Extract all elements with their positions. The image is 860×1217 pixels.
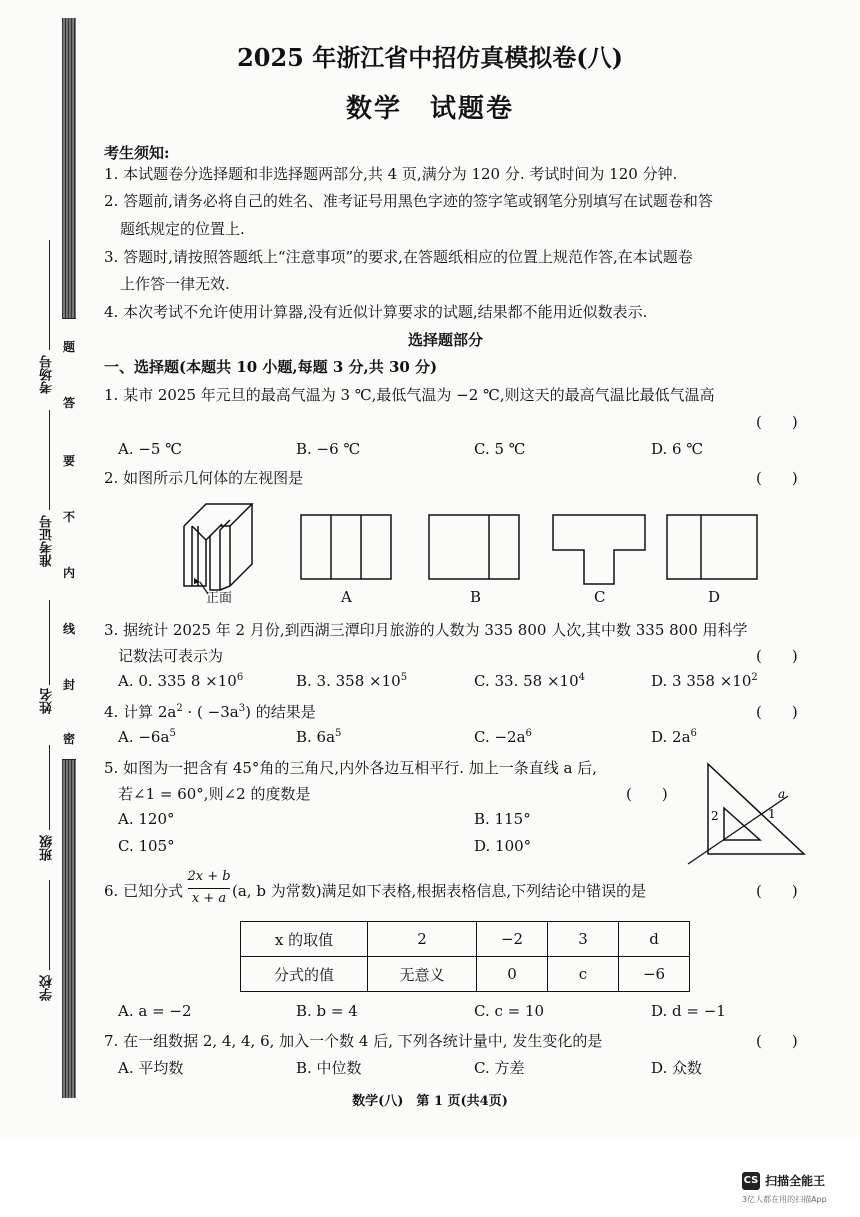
table-cell: −2	[477, 922, 548, 957]
seal-char: 要	[63, 454, 76, 468]
q6-option-c: C. c = 10	[474, 1002, 545, 1020]
label-school: 学校	[40, 975, 55, 1001]
q7-option-b: B. 中位数	[296, 1059, 362, 1077]
table-cell: 3	[548, 922, 619, 957]
label-name: 姓名	[40, 688, 55, 714]
q4-stem: 4. 计算 $2a^2$ · ( $-3a^3$) 的结果是	[104, 703, 316, 721]
q4-option-b: B. $6a^5$	[296, 728, 342, 746]
answer-paren: ( )	[756, 469, 798, 487]
q4-option-d: D. $2a^6$	[651, 728, 697, 746]
q4-option-c: C. $-2a^6$	[474, 728, 532, 746]
q6-numerator: 2x + b	[187, 869, 231, 884]
scanner-watermark	[742, 1170, 827, 1204]
q3-option-c: C. 33. $58 \times 10^4$	[474, 672, 585, 690]
table-cell: 分式的值	[241, 957, 368, 992]
answer-paren: ( )	[756, 647, 798, 665]
q6-option-b: B. b = 4	[296, 1002, 358, 1020]
q2-letter-d: D	[708, 588, 721, 606]
table-cell: c	[548, 957, 619, 992]
q2-letter-c: C	[594, 588, 606, 606]
q6-stem-suffix: (a, b 为常数)满足如下表格,根据表格信息,下列结论中错误的是	[232, 882, 647, 900]
answer-paren: ( )	[626, 785, 668, 803]
table-cell: x 的取值	[241, 922, 368, 957]
page-footer: 数学(八) 第 1 页(共4页)	[352, 1094, 508, 1109]
table-row	[241, 957, 690, 992]
front-label: 正面	[206, 591, 233, 606]
angle-2-label: 2	[711, 809, 719, 823]
q2-letter-a: A	[341, 588, 352, 606]
notice-item: 2. 答题前,请务必将自己的姓名、准考证号用黑色字迹的签字笔或钢笔分别填写在试题卷和答	[104, 192, 713, 210]
q7-option-c: C. 方差	[474, 1059, 525, 1077]
notice-item: 4. 本次考试不允许使用计算器,没有近似计算要求的试题,结果都不能用近似数表示.	[104, 303, 648, 321]
section-title: 选择题部分	[408, 331, 484, 349]
scanner-tagline: 3亿人都在用的扫描App	[742, 1195, 827, 1204]
fraction-bar	[188, 888, 230, 889]
angle-1-label: 1	[768, 807, 776, 821]
seal-char: 答	[63, 396, 76, 410]
seal-char: 内	[63, 566, 76, 580]
answer-paren: ( )	[756, 413, 798, 431]
table-cell: d	[619, 922, 690, 957]
seal-box	[62, 318, 76, 760]
binding-strip	[62, 18, 76, 1098]
q7-option-d: D. 众数	[651, 1059, 703, 1077]
q2-option-d-figure	[666, 514, 758, 580]
table-cell: 无意义	[368, 957, 477, 992]
seal-char: 封	[63, 678, 76, 692]
line-a-label: a	[778, 787, 786, 801]
label-ticket-number: 准考证号	[40, 515, 55, 567]
q5-option-d: D. 100°	[474, 837, 532, 855]
q5-option-a: A. 120°	[118, 810, 175, 828]
q6-option-d: D. d = −1	[651, 1002, 726, 1020]
q7-option-a: A. 平均数	[118, 1059, 184, 1077]
q1-option-b: B. −6 ℃	[296, 440, 361, 458]
fill-line	[49, 745, 50, 830]
q5-option-c: C. 105°	[118, 837, 175, 855]
page-title: 2025 年浙江省中招仿真模拟卷(八)	[237, 43, 623, 72]
q1-option-d: D. 6 ℃	[651, 440, 704, 458]
notice-item: 题纸规定的位置上.	[120, 220, 245, 238]
q6-option-a: A. a = −2	[118, 1002, 192, 1020]
page-subtitle: 数学 试题卷	[345, 94, 514, 124]
q6-stem-prefix: 6. 已知分式	[104, 882, 184, 900]
q7-stem: 7. 在一组数据 2, 4, 4, 6, 加入一个数 4 后, 下列各统计量中, 发生变化的是	[104, 1032, 603, 1050]
q5-stem: 5. 如图为一把含有 45°角的三角尺,内外各边互相平行. 加上一条直线 a 后,	[104, 759, 597, 777]
notice-heading: 考生须知:	[104, 144, 170, 162]
q3-stem-cont: 记数法可表示为	[118, 647, 224, 665]
scanner-name: 扫描全能王	[765, 1174, 826, 1188]
answer-paren: ( )	[756, 703, 798, 721]
q3-option-d: D. 3 $358 \times 10^2$	[651, 672, 758, 690]
q2-option-c-figure	[552, 514, 646, 586]
q2-letter-b: B	[470, 588, 482, 606]
table-row	[241, 922, 690, 957]
seal-char: 不	[63, 510, 76, 524]
table-cell: 2	[368, 922, 477, 957]
fill-line	[49, 410, 50, 510]
camscanner-logo-icon: CS	[742, 1172, 760, 1190]
seal-char: 线	[63, 622, 76, 636]
table-cell: −6	[619, 957, 690, 992]
fill-line	[49, 880, 50, 970]
q5-triangle-figure	[688, 758, 818, 878]
q2-stem: 2. 如图所示几何体的左视图是	[104, 469, 304, 487]
q5-option-b: B. 115°	[474, 810, 531, 828]
q2-option-a-figure	[300, 514, 392, 580]
q3-option-a: A. 0. 335 $8 \times 10^6$	[118, 672, 244, 690]
table-cell: 0	[477, 957, 548, 992]
q5-stem-cont: 若∠1 = 60°,则∠2 的度数是	[118, 785, 311, 803]
seal-char: 密	[63, 732, 76, 746]
q6-denominator: x + a	[191, 891, 227, 906]
label-class: 班级	[40, 835, 55, 861]
q2-option-b-figure	[428, 514, 520, 580]
q1-option-c: C. 5 ℃	[474, 440, 526, 458]
section-heading: 一、选择题(本题共 10 小题,每题 3 分,共 30 分)	[104, 358, 438, 376]
notice-item: 1. 本试题卷分选择题和非选择题两部分,共 4 页,满分为 120 分. 考试时间为 120 分钟.	[104, 165, 678, 183]
answer-paren: ( )	[756, 882, 798, 900]
fill-line	[49, 240, 50, 350]
label-exam-room: 考场号	[40, 355, 55, 394]
notice-item: 3. 答题时,请按照答题纸上“注意事项”的要求,在答题纸相应的位置上规范作答,在本试题卷	[104, 248, 693, 266]
q1-option-a: A. −5 ℃	[118, 440, 183, 458]
seal-char: 题	[63, 340, 76, 354]
q1-stem: 1. 某市 2025 年元旦的最高气温为 3 ℃,最低气温为 −2 ℃,则这天的最高气温比最低气温高	[104, 386, 715, 404]
q4-option-a: A. $-6a^5$	[118, 728, 176, 746]
fill-line	[49, 600, 50, 685]
notice-item: 上作答一律无效.	[120, 275, 230, 293]
answer-paren: ( )	[756, 1032, 798, 1050]
q6-table	[240, 921, 690, 992]
q3-stem: 3. 据统计 2025 年 2 月份,到西湖三潭印月旅游的人数为 335 800 人次,其中数 335 800 用科学	[104, 621, 748, 639]
q3-option-b: B. 3. $358 \times 10^5$	[296, 672, 408, 690]
